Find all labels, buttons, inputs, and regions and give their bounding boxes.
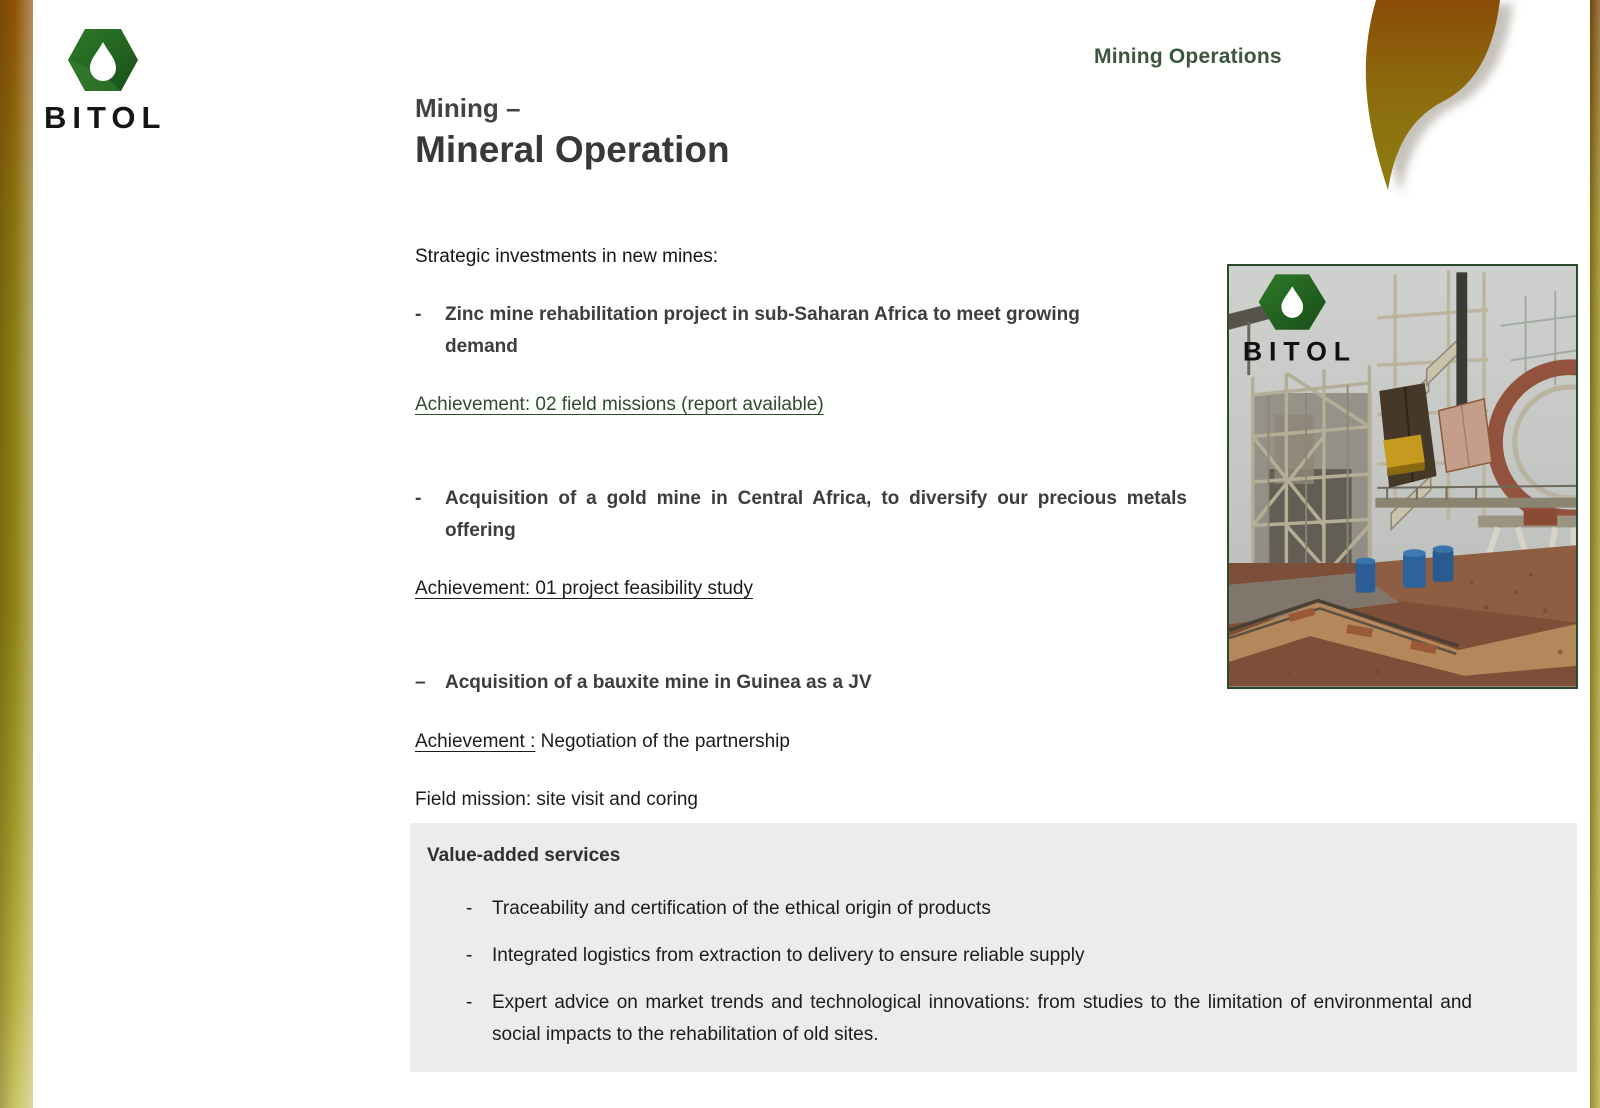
section-label: Mining Operations	[1094, 45, 1282, 68]
bullet-dash: -	[466, 897, 473, 919]
achievement-zinc-link[interactable]: Achievement: 02 field missions (report available)	[415, 394, 824, 416]
achievement-label: Achievement :	[415, 730, 536, 752]
value-added-services-box	[410, 823, 1577, 1072]
bullet-text: Integrated logistics from extraction to delivery to ensure reliable supply	[492, 944, 1085, 966]
bullet-text: Acquisition of a gold mine in Central Africa, to diversify our precious metals offering	[445, 488, 1187, 541]
slide-title	[415, 92, 730, 171]
value-bullet-logistics	[427, 940, 1555, 972]
intro-text: Strategic investments in new mines:	[415, 246, 719, 267]
bullet-dash: -	[415, 488, 422, 510]
bullet-text: Acquisition of a bauxite mine in Guinea as a JV	[445, 672, 872, 694]
body-content	[415, 241, 1187, 815]
bullet-dash: -	[415, 304, 422, 326]
achievement-text: Negotiation of the partnership	[535, 730, 790, 752]
achievement-gold: Achievement: 01 project feasibility study	[415, 578, 753, 600]
value-bullet-expert-advice	[427, 987, 1555, 1051]
bullet-text: Traceability and certification of the ethical origin of products	[492, 897, 991, 919]
title-line1: Mining –	[415, 93, 521, 123]
value-box-title: Value-added services	[427, 845, 621, 866]
project-bullet-gold	[415, 483, 1187, 546]
project-bullet-zinc	[415, 299, 1187, 362]
bitol-hexagon-droplet-icon	[66, 26, 140, 94]
corner-swoosh-decoration	[1330, 0, 1592, 210]
bullet-dash: -	[466, 991, 473, 1013]
left-gradient-bar	[0, 0, 33, 1108]
project-bullet-bauxite	[415, 667, 1187, 698]
field-mission-text: Field mission: site visit and coring	[415, 789, 698, 811]
bullet-text: Zinc mine rehabilitation project in sub-Saharan Africa to meet growing demand	[445, 304, 1080, 357]
value-bullet-traceability	[427, 893, 1555, 925]
title-line2: Mineral Operation	[415, 128, 730, 170]
bullet-dash: –	[415, 672, 426, 694]
bullet-text: Expert advice on market trends and technological innovations: from studies to the limitation of environmental and social impacts to the rehabilitation of old sites.	[492, 991, 1472, 1045]
bitol-wordmark: BITOL	[44, 100, 167, 135]
achievement-bauxite	[415, 726, 1187, 757]
photo-watermark-text: BITOL	[1242, 336, 1358, 367]
bitol-logo	[44, 26, 174, 136]
bullet-dash: -	[466, 944, 473, 966]
mine-site-photo-art	[1229, 266, 1576, 687]
mine-site-photo	[1227, 264, 1578, 689]
